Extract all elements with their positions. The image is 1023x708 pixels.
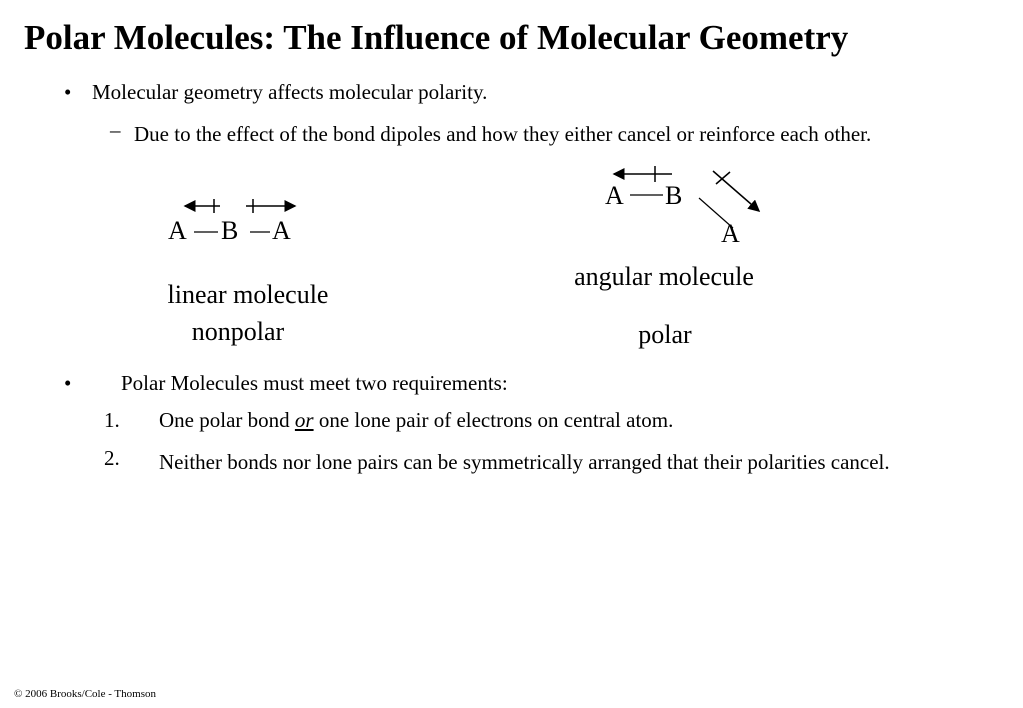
bullet-marker: • <box>64 80 72 104</box>
linear-caption: linear molecule <box>167 280 329 309</box>
atom-a-left-linear: A <box>168 216 187 245</box>
atom-b-linear: B <box>221 216 239 245</box>
requirement-1: One polar bond or one lone pair of electrons on central atom. <box>159 408 674 432</box>
requirement-2: Neither bonds nor lone pairs can be symmetrically arranged that their polarities cancel. <box>159 450 890 474</box>
atom-a-bottom-angular: A <box>721 219 740 248</box>
atom-b-angular: B <box>665 181 683 210</box>
angular-caption: angular molecule <box>574 262 754 291</box>
requirement-number-2: 2. <box>104 446 120 470</box>
linear-dipole-arrows <box>185 199 295 213</box>
linear-polarity: nonpolar <box>191 317 285 346</box>
sub-bullet-bond-dipoles: Due to the effect of the bond dipoles and how they either cancel or reinforce each other. <box>134 122 872 146</box>
atom-a-top-angular: A <box>605 181 624 210</box>
requirement-number-1: 1. <box>104 408 120 432</box>
sub-bullet-marker: – <box>110 118 121 142</box>
angular-dipole-arrows <box>614 166 759 211</box>
atom-a-right-linear: A <box>272 216 291 245</box>
slide-title: Polar Molecules: The Influence of Molecular Geometry <box>24 18 849 57</box>
angular-polarity: polar <box>638 320 692 349</box>
bullet-marker-2: • <box>64 371 72 395</box>
bullet-requirements: Polar Molecules must meet two requirements: <box>121 371 508 395</box>
copyright-footer: © 2006 Brooks/Cole - Thomson <box>14 688 156 700</box>
bullet-geometry-polarity: Molecular geometry affects molecular polarity. <box>92 80 488 104</box>
